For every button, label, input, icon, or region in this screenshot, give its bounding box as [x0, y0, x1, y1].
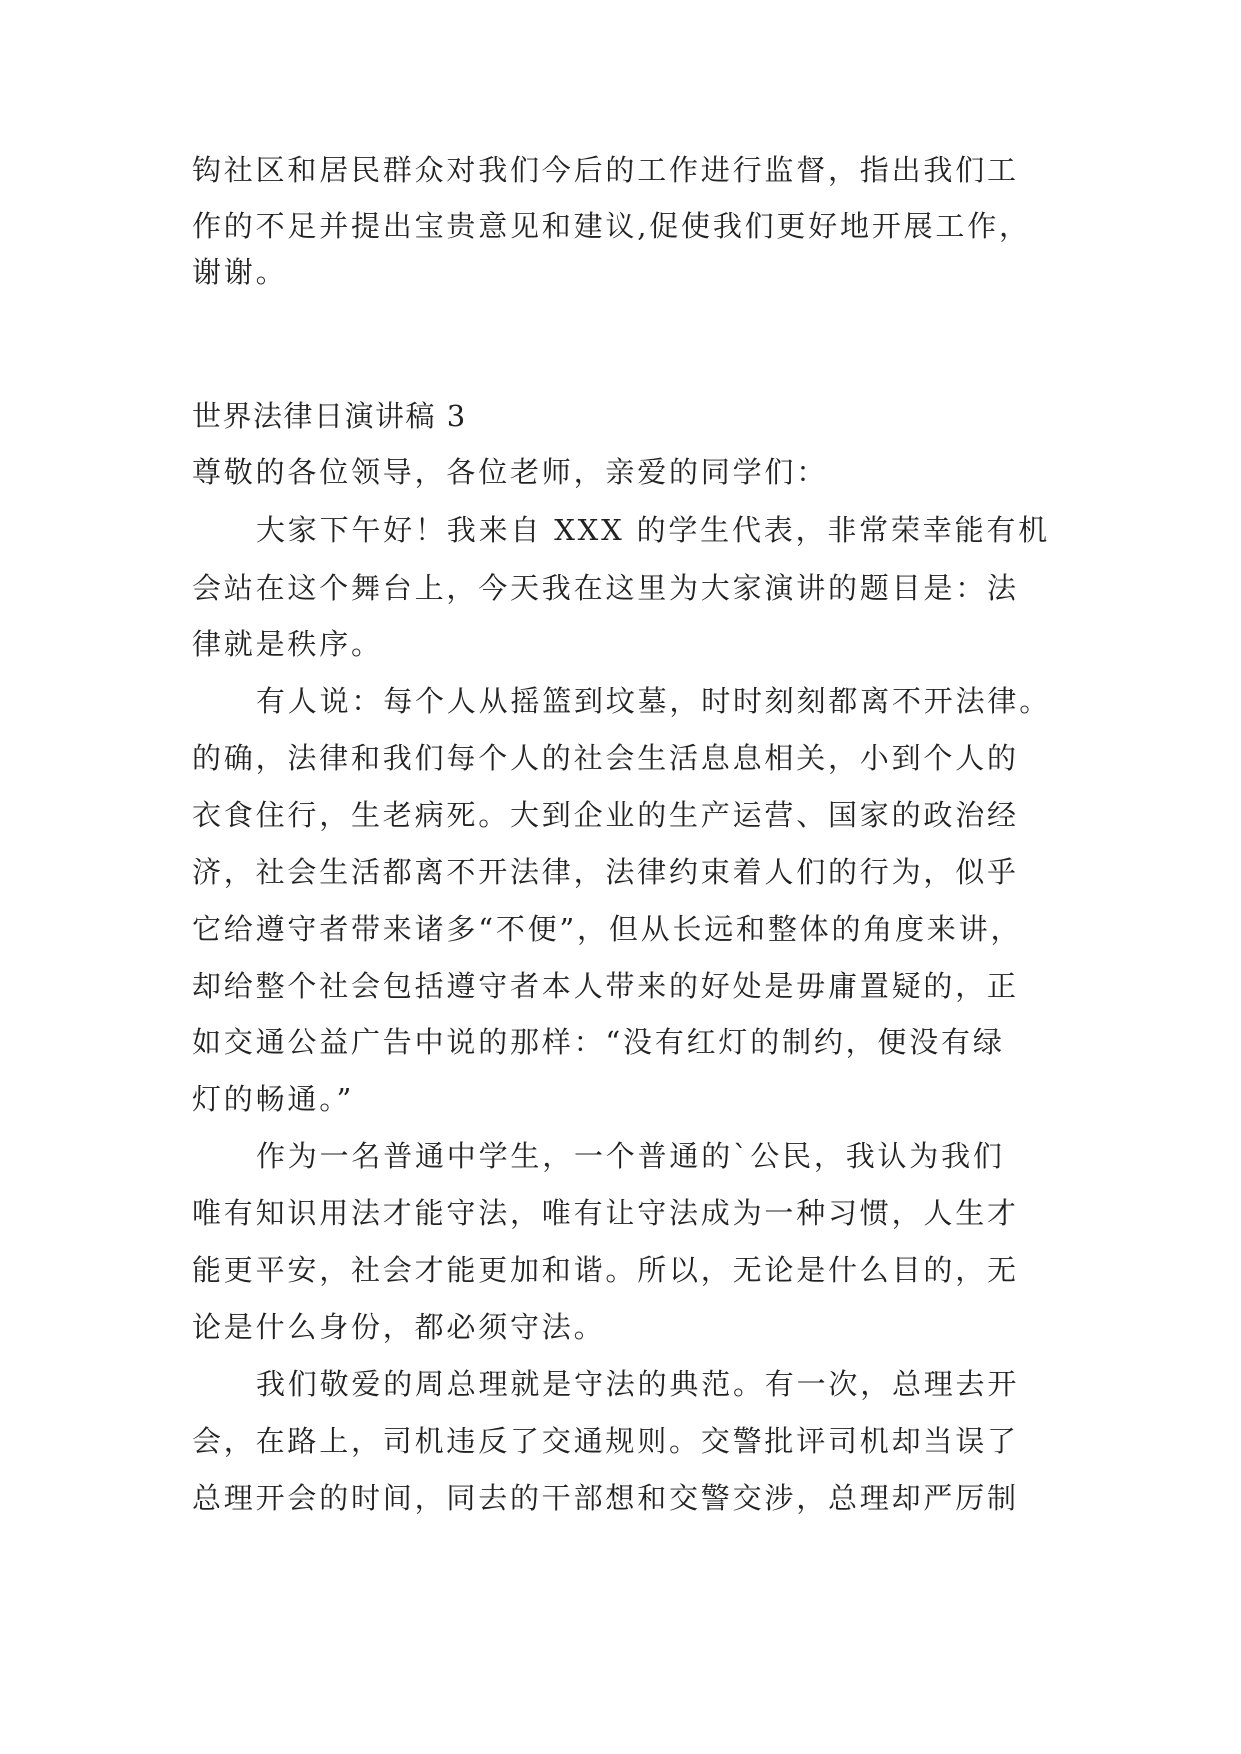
- text-line: 作的不足并提出宝贵意见和建议,促使我们更好地开展工作，: [192, 209, 1031, 243]
- text-line: 作为一名普通中学生，一个普通的`公民，我认为我们: [256, 1139, 1005, 1173]
- text-line: 会，在路上，司机违反了交通规则。交警批评司机却当误了: [192, 1424, 1019, 1458]
- text-line: 灯的畅通。”: [192, 1082, 355, 1116]
- text-line: 律就是秩序。: [192, 627, 383, 661]
- text-line: 论是什么身份，都必须守法。: [192, 1310, 606, 1344]
- text-line: 衣食住行，生老病死。大到企业的生产运营、国家的政治经: [192, 798, 1019, 832]
- text-line: 的确，法律和我们每个人的社会生活息息相关，小到个人的: [192, 741, 1019, 775]
- text-line: 钩社区和居民群众对我们今后的工作进行监督，指出我们工: [192, 153, 1019, 187]
- text-line: 如交通公益广告中说的那样：“没有红灯的制约，便没有绿: [192, 1025, 1005, 1059]
- text-line: 我们敬爱的周总理就是守法的典范。有一次，总理去开: [256, 1367, 1020, 1401]
- text-line: 有人说：每个人从摇篮到坟墓，时时刻刻都离不开法律。: [256, 684, 1052, 718]
- text-line: 它给遵守者带来诸多“不便”，但从长远和整体的角度来讲，: [192, 912, 1023, 946]
- text-line: 会站在这个舞台上，今天我在这里为大家演讲的题目是：法: [192, 571, 1019, 605]
- text-line: 谢谢。: [192, 255, 288, 289]
- text-line: 却给整个社会包括遵守者本人带来的好处是毋庸置疑的，正: [192, 969, 1019, 1003]
- text-line: 济，社会生活都离不开法律，法律约束着人们的行为，似乎: [192, 855, 1019, 889]
- text-line: 大家下午好！我来自 XXX 的学生代表，非常荣幸能有机: [256, 513, 1050, 547]
- text-line: 总理开会的时间，同去的干部想和交警交涉，总理却严厉制: [192, 1481, 1019, 1515]
- text-line: 能更平安，社会才能更加和谐。所以，无论是什么目的，无: [192, 1253, 1019, 1287]
- text-line: 唯有知识用法才能守法，唯有让守法成为一种习惯，人生才: [192, 1196, 1019, 1230]
- salutation: 尊敬的各位领导，各位老师，亲爱的同学们：: [192, 455, 829, 489]
- section-heading: 世界法律日演讲稿 3: [192, 399, 467, 433]
